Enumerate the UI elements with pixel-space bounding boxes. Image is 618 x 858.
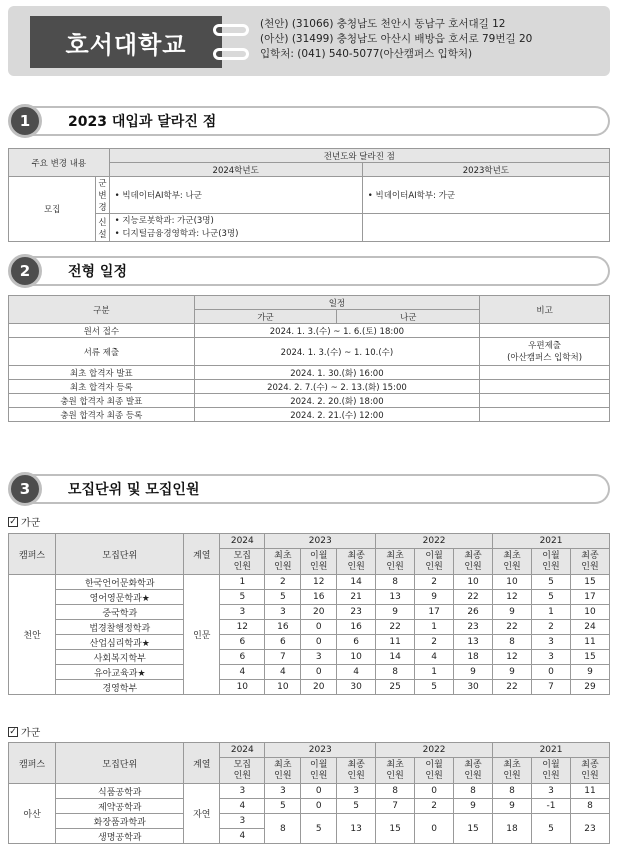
section-title: 2023 대입과 달라진 점 (68, 114, 217, 130)
value-cell: 10 (337, 650, 376, 665)
subheader-cell: 최초 인원 (493, 758, 532, 784)
value-cell: 0 (301, 665, 337, 680)
value-cell: 2 (265, 575, 301, 590)
section-heading-1 (8, 104, 610, 138)
header-2023: 2023학년도 (362, 163, 609, 177)
value-cell: 10 (454, 575, 493, 590)
value-cell: 21 (337, 590, 376, 605)
value-cell: 13 (454, 635, 493, 650)
unit-cell: 사회복지학부 (56, 650, 184, 665)
unit-cell: 경영학부 (56, 680, 184, 695)
checkbox-checked-icon: ✓ (9, 516, 17, 527)
header-note: 비고 (480, 296, 610, 324)
unit-cell: 산업심리학과★ (56, 635, 184, 650)
table-row: 신설 • 지능로봇학과: 가군(3명) • 디지털금융경영학과: 나군(3명) (9, 214, 610, 242)
value-cell: 16 (301, 590, 337, 605)
admission-phone: 입학처: (041) 540-5077(아산캠퍼스 입학처) (260, 48, 473, 60)
subheader-cell: 최종 인원 (337, 758, 376, 784)
address-asan: (아산) (31499) 충청남도 아산시 배방읍 호서로 79번길 20 (260, 33, 533, 45)
table-row: 최초 합격자 발표 2024. 1. 30.(화) 16:00 (9, 366, 610, 380)
section-title: 모집단위 및 모집인원 (68, 482, 200, 498)
value-cell: 22 (493, 620, 532, 635)
unit-cell: 영어영문학과★ (56, 590, 184, 605)
value-cell: 11 (570, 635, 609, 650)
subheader-cell: 최초 인원 (265, 549, 301, 575)
subheader-cell: 최종 인원 (570, 549, 609, 575)
header-item: 주요 변경 내용 (9, 149, 110, 177)
value-cell: 2 (415, 799, 454, 814)
campus-cell: 천안 (9, 575, 56, 695)
subheader-cell: 최종 인원 (570, 758, 609, 784)
value-cell: 1 (220, 575, 265, 590)
subheader-cell: 이월 인원 (301, 758, 337, 784)
header-type: 구분 (9, 296, 195, 324)
table-row (9, 680, 610, 695)
value-cell: 6 (220, 635, 265, 650)
section-number: 1 (8, 104, 42, 138)
value-cell: 4 (415, 650, 454, 665)
value-cell: 9 (570, 665, 609, 680)
value-cell: 30 (337, 680, 376, 695)
table-row (9, 665, 610, 680)
subheader-cell: 모집 인원 (220, 758, 265, 784)
header-ga: 가군 (194, 310, 337, 324)
value-cell: 4 (220, 829, 265, 844)
changes-table (8, 148, 610, 242)
row-label: 신설 (96, 214, 109, 242)
value-cell: 14 (376, 650, 415, 665)
value-cell: 5 (532, 575, 571, 590)
value-cell: 8 (493, 784, 532, 799)
row-label: 군 변경 (96, 177, 109, 214)
table-row (9, 605, 610, 620)
unit-cell: 한국언어문화학과 (56, 575, 184, 590)
value-cell: 9 (493, 799, 532, 814)
value-cell: 10 (570, 605, 609, 620)
value-cell: 9 (493, 605, 532, 620)
binder-clip-icon (213, 24, 249, 36)
section-title: 전형 일정 (68, 264, 127, 280)
value-cell: 30 (454, 680, 493, 695)
value-cell: 5 (337, 799, 376, 814)
value-cell: 3 (265, 605, 301, 620)
value-cell: 12 (493, 650, 532, 665)
value-cell: 1 (532, 605, 571, 620)
value-cell: 7 (376, 799, 415, 814)
value-cell: 3 (337, 784, 376, 799)
contact-info (260, 17, 532, 62)
unit-cell: 법경찰행정학과 (56, 620, 184, 635)
value-cell: 0 (532, 665, 571, 680)
table-row: 원서 접수 2024. 1. 3.(수) ~ 1. 6.(토) 18:00 (9, 324, 610, 338)
field-cell: 인문 (184, 575, 220, 695)
value-cell: 3 (301, 650, 337, 665)
value-cell: 10 (265, 680, 301, 695)
value-cell: 5 (415, 680, 454, 695)
value-cell: 2 (532, 620, 571, 635)
unit-cell: 중국학과 (56, 605, 184, 620)
table-row (9, 784, 610, 799)
value-cell: 18 (454, 650, 493, 665)
value-cell: 9 (493, 665, 532, 680)
school-name: 호서대학교 (30, 16, 222, 68)
value-cell: 3 (532, 635, 571, 650)
table-row: 최초 합격자 등록 2024. 2. 7.(수) ~ 2. 13.(화) 15:00 (9, 380, 610, 394)
value-cell: 12 (220, 620, 265, 635)
subheader-cell: 이월 인원 (415, 549, 454, 575)
field-cell: 자연 (184, 784, 220, 844)
value-cell: 17 (570, 590, 609, 605)
value-cell: 8 (376, 784, 415, 799)
value-cell: 10 (220, 680, 265, 695)
value-cell: 13 (337, 814, 376, 844)
value-cell: 8 (376, 575, 415, 590)
value-cell: 11 (376, 635, 415, 650)
unit-cell: 화장품과학과 (56, 814, 184, 829)
value-cell: 15 (570, 650, 609, 665)
value-cell: 18 (493, 814, 532, 844)
value-cell: 26 (454, 605, 493, 620)
value-cell: 8 (265, 814, 301, 844)
table-row: 서류 제출 2024. 1. 3.(수) ~ 1. 10.(수) 우편제출 (아산캠퍼스 입학처) (9, 338, 610, 366)
subheader-cell: 이월 인원 (532, 758, 571, 784)
unit-cell: 생명공학과 (56, 829, 184, 844)
recruit-table-asan: 캠퍼스 모집단위 계열 2024 2023 2022 2021 모집 인원 최초 인원 이월 인원 최종 인원 최초 인원 이월 인원 최종 인원 최초 인원 이월 인원 최종 인원 아산 식품공학과 자연 3 3 0 3 8 0 8 8 3 11 제약공학과 4 5 0 5 7 2 9 9 -1 8 화장품과학과 3 8 5 13 15 0 15 18 5 23 생명공학과 4 (8, 742, 610, 844)
campus-cell: 아산 (9, 784, 56, 844)
subheader-cell: 최초 인원 (265, 758, 301, 784)
group-label-b: ✓ 가군 (9, 726, 41, 739)
section-number: 3 (8, 472, 42, 506)
recruit-table-cheonan: 캠퍼스 모집단위 계열 2024 2023 2022 2021 모집 인원 최초 인원 이월 인원 최종 인원 최초 인원 이월 인원 최종 인원 최초 인원 이월 인원 최종 인원 천안 한국언어문화학과 인문 1 2 12 14 8 2 10 10 5 15 영어영문학과★ 5 5 16 21 13 9 22 12 5 17 중국학과 3 3 20 23 9 17 26 9 1 10 법경찰행정학과 12 16 0 16 22 1 23 22 2 24 산업심리학과★ 6 6 0 6 11 2 13 8 3 11 사회복지학부 6 7 3 10 14 4 18 12 3 15 유아교육과★ 4 4 0 4 8 1 9 9 0 9 경영학부 10 10 20 30 25 5 30 22 7 29 (8, 533, 610, 695)
table-row (9, 814, 610, 829)
value-cell: 13 (376, 590, 415, 605)
table-row: 충원 합격자 최종 발표 2024. 2. 20.(화) 18:00 (9, 394, 610, 408)
value-cell: 9 (415, 590, 454, 605)
value-cell: 25 (376, 680, 415, 695)
table-row (9, 620, 610, 635)
subheader-cell: 이월 인원 (532, 549, 571, 575)
value-cell: 12 (301, 575, 337, 590)
unit-cell: 제약공학과 (56, 799, 184, 814)
value-cell: 12 (493, 590, 532, 605)
value-cell: 29 (570, 680, 609, 695)
value-cell: 14 (337, 575, 376, 590)
subheader-cell: 이월 인원 (415, 758, 454, 784)
value-cell: 11 (570, 784, 609, 799)
unit-cell: 식품공학과 (56, 784, 184, 799)
group-label: 모집 (9, 177, 96, 242)
value-cell: -1 (532, 799, 571, 814)
value-cell: 5 (301, 814, 337, 844)
value-cell: 6 (220, 650, 265, 665)
value-cell: 15 (376, 814, 415, 844)
value-cell: 0 (301, 784, 337, 799)
value-cell: 1 (415, 620, 454, 635)
value-cell: 15 (454, 814, 493, 844)
value-cell: 9 (454, 799, 493, 814)
table-row (9, 650, 610, 665)
address-cheonan: (천안) (31066) 충청남도 천안시 동남구 호서대길 12 (260, 18, 506, 30)
value-cell: 7 (265, 650, 301, 665)
header-na: 나군 (337, 310, 480, 324)
table-row: 충원 합격자 최종 등록 2024. 2. 21.(수) 12:00 (9, 408, 610, 422)
binder-clip-icon (213, 48, 249, 60)
table-row (9, 635, 610, 650)
school-header (8, 6, 610, 76)
value-cell: 22 (454, 590, 493, 605)
value-cell: 22 (376, 620, 415, 635)
value-cell: 5 (532, 590, 571, 605)
subheader-cell: 최초 인원 (493, 549, 532, 575)
value-cell: 6 (265, 635, 301, 650)
value-cell: 2 (415, 575, 454, 590)
value-cell: 0 (415, 784, 454, 799)
value-cell: 20 (301, 680, 337, 695)
table-row (9, 799, 610, 814)
value-cell: 5 (220, 590, 265, 605)
schedule-table (8, 295, 610, 422)
subheader-cell: 최종 인원 (337, 549, 376, 575)
value-cell: 4 (220, 799, 265, 814)
header-2024: 2024학년도 (109, 163, 362, 177)
value-cell: 24 (570, 620, 609, 635)
value-cell: 0 (301, 635, 337, 650)
value-cell: 5 (265, 590, 301, 605)
value-cell: 3 (532, 784, 571, 799)
value-cell: 22 (493, 680, 532, 695)
value-cell: 8 (376, 665, 415, 680)
checkbox-checked-icon: ✓ (9, 726, 17, 737)
value-cell: 10 (493, 575, 532, 590)
value-cell: 5 (265, 799, 301, 814)
value-cell: 20 (301, 605, 337, 620)
value-cell: 9 (454, 665, 493, 680)
value-cell: 8 (570, 799, 609, 814)
value-cell: 5 (532, 814, 571, 844)
section-number: 2 (8, 254, 42, 288)
value-cell: 17 (415, 605, 454, 620)
value-cell: 8 (493, 635, 532, 650)
group-label-a: ✓ 가군 (9, 516, 41, 529)
value-cell: 7 (532, 680, 571, 695)
header-compare: 전년도와 달라진 점 (109, 149, 609, 163)
value-cell: 23 (454, 620, 493, 635)
section-heading-2 (8, 254, 610, 288)
value-cell: 4 (220, 665, 265, 680)
value-cell: 3 (220, 814, 265, 829)
value-cell: 16 (265, 620, 301, 635)
subheader-cell: 최종 인원 (454, 549, 493, 575)
subheader-cell: 최초 인원 (376, 758, 415, 784)
value-cell: 23 (570, 814, 609, 844)
unit-cell: 유아교육과★ (56, 665, 184, 680)
table-row (9, 590, 610, 605)
table-row (9, 575, 610, 590)
value-cell: 8 (454, 784, 493, 799)
value-cell: 9 (376, 605, 415, 620)
value-cell: 0 (415, 814, 454, 844)
value-cell: 0 (301, 620, 337, 635)
header-schedule: 일정 (194, 296, 480, 310)
value-cell: 15 (570, 575, 609, 590)
value-cell: 3 (220, 784, 265, 799)
value-cell: 6 (337, 635, 376, 650)
value-cell: 4 (265, 665, 301, 680)
section-heading-3 (8, 472, 610, 506)
value-cell: 23 (337, 605, 376, 620)
value-cell: 3 (220, 605, 265, 620)
value-cell: 2 (415, 635, 454, 650)
subheader-cell: 최초 인원 (376, 549, 415, 575)
table-row: 모집 군 변경 • 빅데이터AI학부: 나군 • 빅데이터AI학부: 가군 (9, 177, 610, 214)
value-cell: 0 (301, 799, 337, 814)
value-cell: 1 (415, 665, 454, 680)
value-cell: 3 (265, 784, 301, 799)
subheader-cell: 최종 인원 (454, 758, 493, 784)
value-cell: 4 (337, 665, 376, 680)
value-cell: 16 (337, 620, 376, 635)
value-cell: 3 (532, 650, 571, 665)
subheader-cell: 모집 인원 (220, 549, 265, 575)
subheader-cell: 이월 인원 (301, 549, 337, 575)
